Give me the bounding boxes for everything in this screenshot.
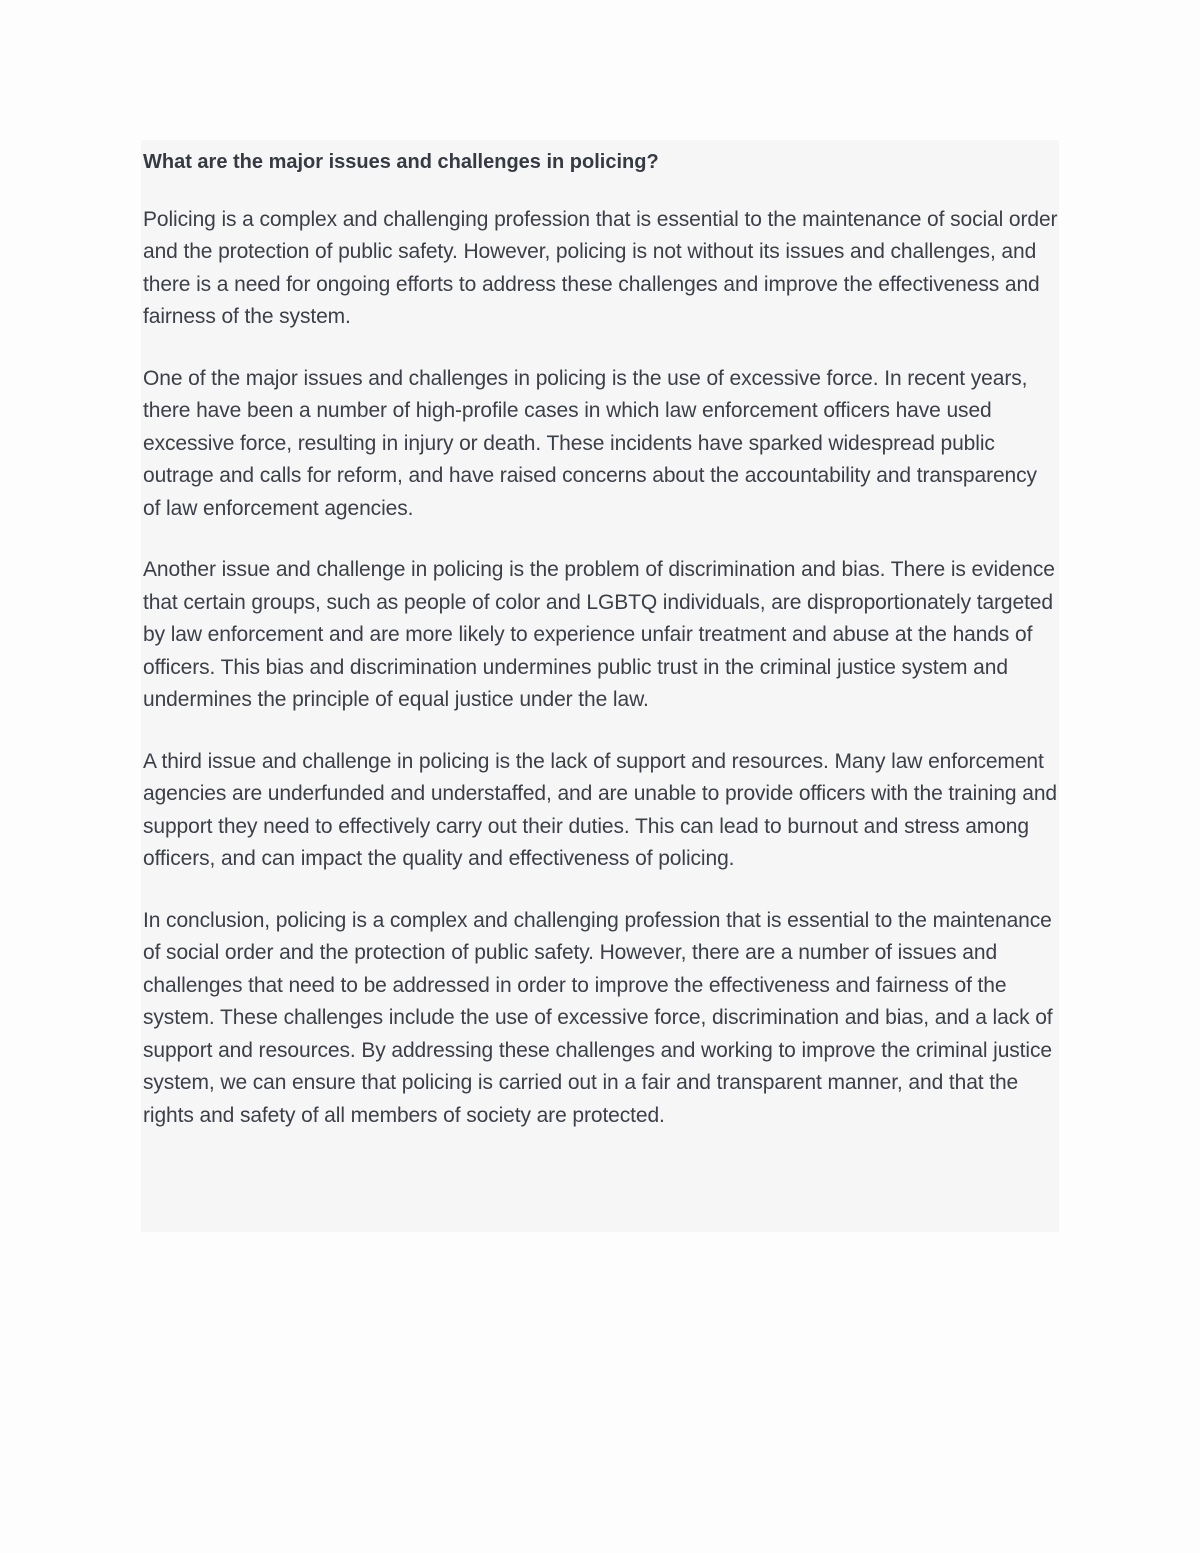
document-heading: What are the major issues and challenges in policing?	[143, 151, 659, 173]
text-block	[141, 140, 1059, 1232]
paragraph-support-resources: A third issue and challenge in policing is the lack of support and resources. Many law enforcement agencies are underfunded and understaffed, and are unable to provide officers with the training and support they need to effectively carry out their duties. This can lead to burnout and stress among officers, and can impact the quality and effectiveness of policing.	[143, 749, 1057, 870]
paragraph-excessive-force: One of the major issues and challenges in policing is the use of excessive force. In recent years, there have been a number of high-profile cases in which law enforcement officers have used excessive force, resulting in injury or death. These incidents have sparked widespread public outrage and calls for reform, and have raised concerns about the accountability and transparency of law enforcement agencies.	[143, 366, 1037, 520]
paragraph-conclusion: In conclusion, policing is a complex and challenging profession that is essential to the maintenance of social order and the protection of public safety. However, there are a number of issues and challenges that need to be addressed in order to improve the effectiveness and fairness of the system. These challenges include the use of excessive force, discrimination and bias, and a lack of support and resources. By addressing these challenges and working to improve the criminal justice system, we can ensure that policing is carried out in a fair and transparent manner, and that the rights and safety of all members of society are protected.	[143, 908, 1053, 1127]
paragraph-discrimination-bias: Another issue and challenge in policing is the problem of discrimination and bias. There is evidence that certain groups, such as people of color and LGBTQ individuals, are disproportionately targeted by law enforcement and are more likely to experience unfair treatment and abuse at the hands of officers. This bias and discrimination undermines public trust in the criminal justice system and undermines the principle of equal justice under the law.	[143, 558, 1055, 711]
paragraph-intro: Policing is a complex and challenging profession that is essential to the maintenance of social order and the protection of public safety. However, policing is not without its issues and challenges, and there is a need for ongoing efforts to address these challenges and improve the effectiveness and fairness of the system.	[143, 207, 1058, 328]
